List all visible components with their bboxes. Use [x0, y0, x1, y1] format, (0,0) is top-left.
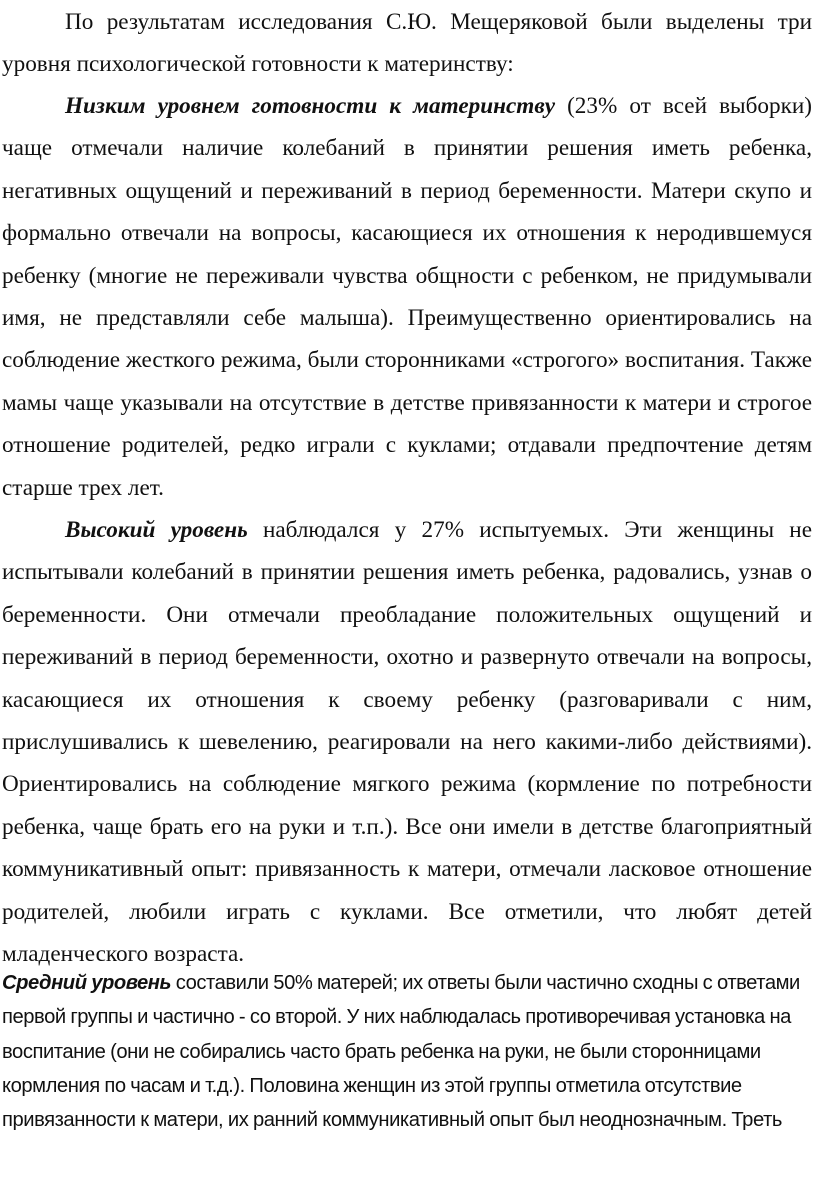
high-level-text: наблюдался у 27% испытуемых. Эти женщины не испытывали колебаний в принятии решения иметь ребенка, радовались, узнав о беременности. Они отмечали преобладание положительных ощущений и переживаний в период беременности, охотно и развернуто отвечали на вопросы, касающиеся их отношения к своему ребенку (разговаривали с ним, прислушивались к шевелению, реагировали на него какими-либо действиями). Ориентировались на соблюдение мягкого режима (кормление по потребности ребенка, чаще брать его на руки и т.п.). Все они имели в детстве благоприятный коммуникативный опыт: привязанность к матери, отмечали ласковое отношение родителей, любили играть с куклами. Все отметили, что любят детей младенческого возраста. [2, 517, 813, 968]
intro-paragraph [2, 1, 812, 86]
low-level-heading: Низким уровнем готовности к материнству [65, 93, 555, 119]
medium-level-text: составили 50% матерей; их ответы были частично сходны с ответами первой группы и частично - со второй. У них наблюдалась противоречивая установка на воспитание (они не собирались часто брать ребенка на руки, не были сторонницами кормления по часам и т.д.). Половина женщин из этой группы отметила отсутствие привязанности к матери, их ранний коммуникативный опыт был неоднозначным. Треть [2, 972, 800, 1132]
low-level-paragraph [2, 85, 812, 509]
high-level-heading: Высокий уровень [65, 517, 248, 543]
low-level-text: (23% от всей выборки) чаще отмечали наличие колебаний в принятии решения иметь ребенка, негативных ощущений и переживаний в период беременности. Матери скупо и формально отвечали на вопросы, касающиеся их отношения к неродившемуся ребенку (многие не переживали чувства общности с ребенком, не придумывали имя, не представляли себе малыша). Преимущественно ориентировались на соблюдение жесткого режима, были сторонниками «строгого» воспитания. Также мамы чаще указывали на отсутствие в детстве привязанности к матери и строгое отношение родителей, редко играли с куклами; отдавали предпочтение детям старше трех лет. [2, 93, 812, 501]
medium-level-paragraph [2, 966, 808, 1137]
intro-text: По результатам исследования С.Ю. Мещеряковой были выделены три уровня психологической готовности к материнству: [2, 9, 812, 78]
medium-level-heading: Средний уровень [2, 972, 172, 994]
high-level-paragraph [2, 509, 812, 975]
